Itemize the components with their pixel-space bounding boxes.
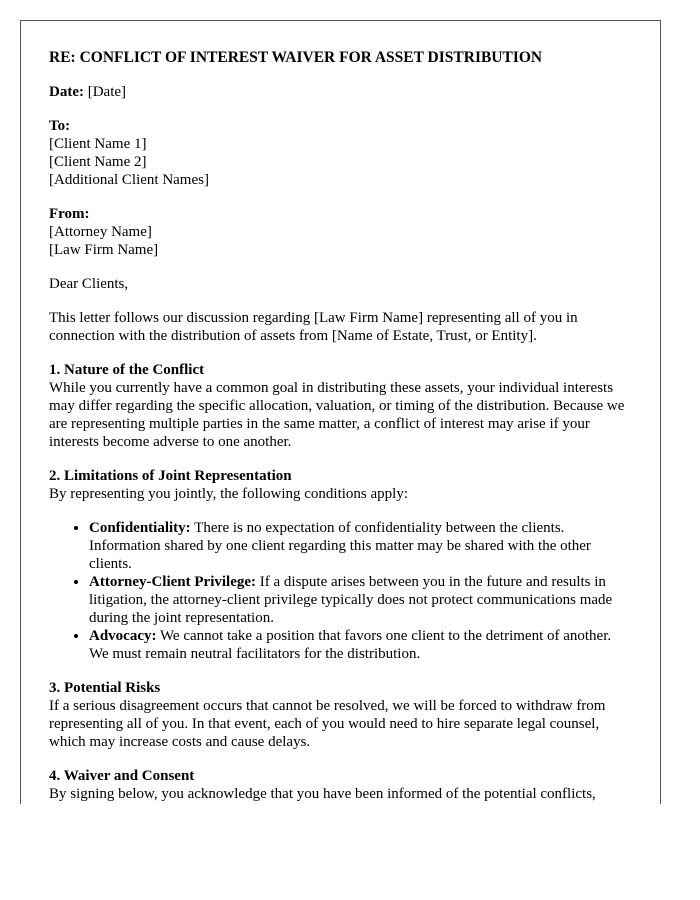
date-label: Date: [49, 84, 84, 100]
list-item [89, 573, 632, 627]
letter-title: RE: CONFLICT OF INTEREST WAIVER FOR ASSET DISTRIBUTION [49, 49, 543, 66]
recipient-name: [Client Name 2] [49, 154, 147, 170]
letter-page [20, 20, 661, 804]
sender-firm: [Law Firm Name] [49, 242, 159, 258]
sender-attorney: [Attorney Name] [49, 224, 152, 240]
recipient-name: [Client Name 1] [49, 136, 147, 152]
section-nature-of-conflict [49, 361, 632, 451]
list-item [89, 627, 632, 663]
condition-term: Confidentiality: [89, 520, 191, 536]
recipient-block [49, 117, 632, 189]
section-potential-risks [49, 679, 632, 751]
section-body: If a serious disagreement occurs that cannot be resolved, we will be forced to withdraw from representing all of you. In that event, each of you would need to hire separate legal counsel, which may increase costs and cause delays. [49, 698, 606, 750]
section-heading: 1. Nature of the Conflict [49, 362, 205, 378]
list-item [89, 519, 632, 573]
condition-text: If a dispute arises between you in the future and results in litigation, the attorney-client privilege typically does not protect communications made during the joint representation. [89, 574, 613, 626]
section-limitations [49, 467, 632, 663]
condition-text: There is no expectation of confidentiality between the clients. Information shared by one client regarding this matter may be shared with the other clients. [89, 520, 591, 572]
recipient-name: [Additional Client Names] [49, 172, 209, 188]
from-label: From: [49, 206, 90, 222]
date-line [49, 83, 632, 101]
sender-block [49, 205, 632, 259]
condition-text: We cannot take a position that favors one client to the detriment of another. We must remain neutral facilitators for the distribution. [89, 628, 612, 662]
section-waiver-consent [49, 767, 632, 803]
conditions-list [49, 519, 632, 663]
condition-term: Attorney-Client Privilege: [89, 574, 257, 590]
section-heading: 2. Limitations of Joint Representation [49, 468, 292, 484]
section-heading: 4. Waiver and Consent [49, 768, 195, 784]
condition-term: Advocacy: [89, 628, 157, 644]
to-label: To: [49, 118, 71, 134]
intro-paragraph: This letter follows our discussion regarding [Law Firm Name] representing all of you in connection with the distribution of assets from [Name of Estate, Trust, or Entity]. [49, 310, 578, 344]
section-body: While you currently have a common goal in distributing these assets, your individual interests may differ regarding the specific allocation, valuation, or timing of the distribution. Because we are representing multiple parties in the same matter, a conflict of interest may arise if your interests become adverse to one another. [49, 380, 625, 450]
date-value: [Date] [87, 84, 127, 100]
section-body: By signing below, you acknowledge that you have been informed of the potential conflicts, [49, 786, 596, 802]
salutation: Dear Clients, [49, 276, 129, 292]
section-body: By representing you jointly, the following conditions apply: [49, 486, 408, 502]
section-heading: 3. Potential Risks [49, 680, 161, 696]
